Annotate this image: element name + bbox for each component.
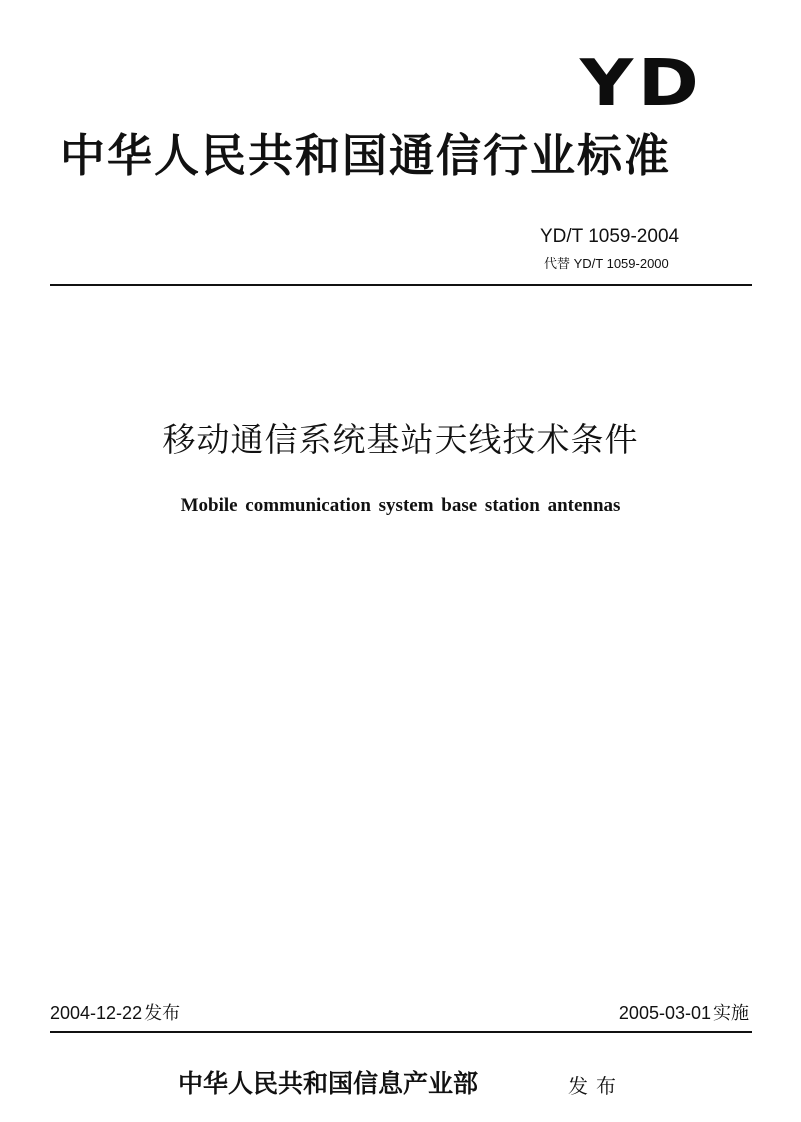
industry-standard-title: 中华人民共和国通信行业标准 bbox=[60, 129, 672, 182]
document-title-cn: 移动通信系统基站天线技术条件 bbox=[162, 420, 639, 459]
top-divider bbox=[50, 284, 752, 286]
document-title-en: Mobile communication system base station antennas bbox=[180, 495, 621, 516]
publisher-action: 发布 bbox=[568, 1074, 624, 1098]
effective-label: 实施 bbox=[713, 1003, 749, 1024]
effective-date: 2005-03-01 bbox=[618, 1003, 711, 1023]
yd-logo: YD bbox=[579, 47, 703, 121]
replaces-standard: 代替 YD/T 1059-2000 bbox=[544, 256, 669, 271]
publisher-name: 中华人民共和国信息产业部 bbox=[178, 1069, 479, 1098]
standard-number: YD/T 1059-2004 bbox=[540, 226, 680, 247]
issue-date-line bbox=[50, 1002, 180, 1025]
issue-label: 发布 bbox=[144, 1003, 181, 1024]
effective-date-line bbox=[619, 1002, 749, 1025]
issue-date: 2004-12-22 bbox=[50, 1003, 143, 1023]
bottom-divider bbox=[50, 1031, 752, 1033]
